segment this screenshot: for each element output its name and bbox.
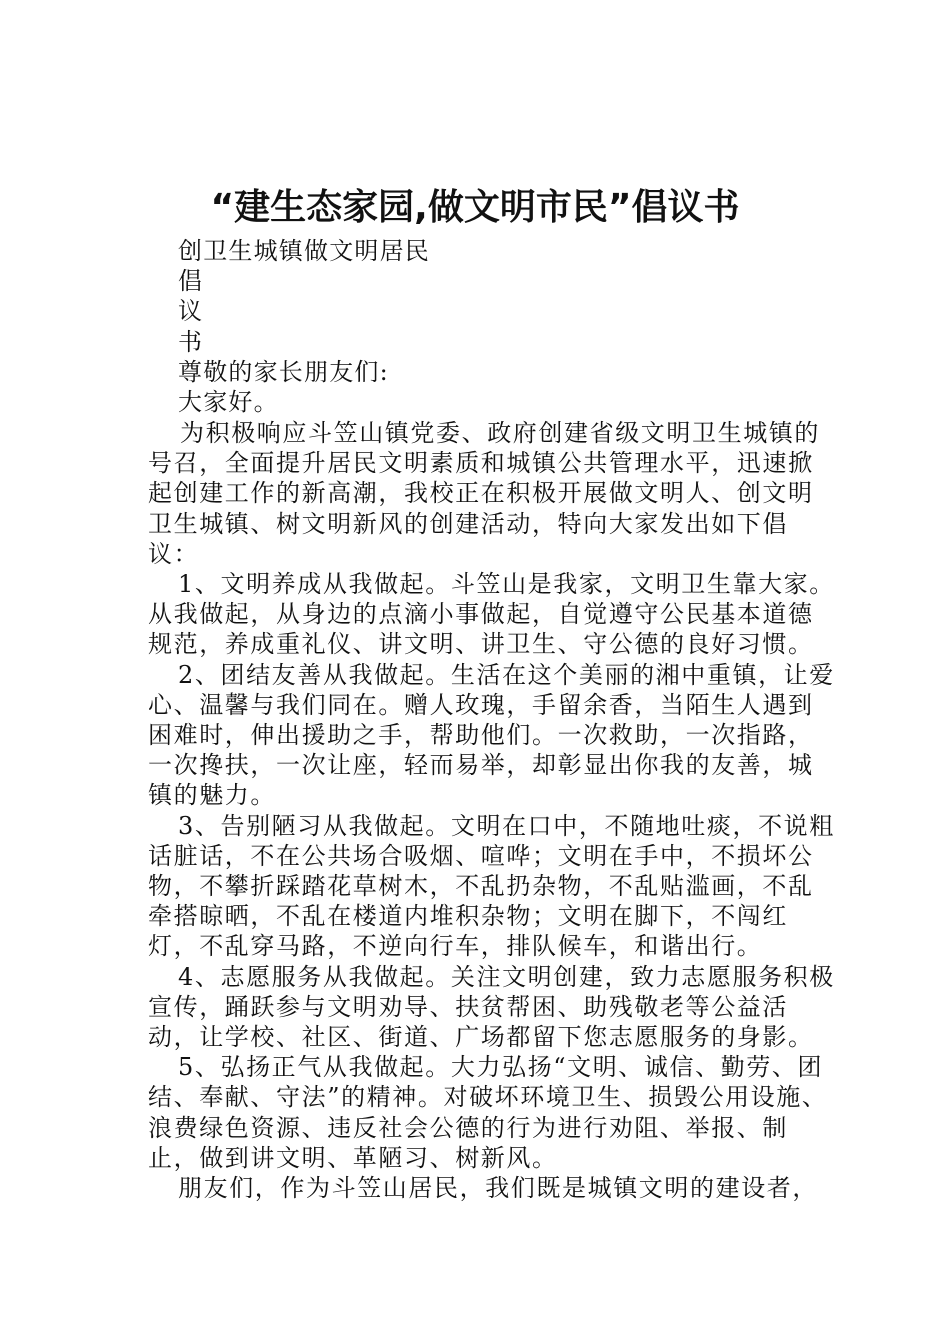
proposal-paragraph-2: 2、团结友善从我做起。生活在这个美丽的湘中重镇，让爱心、温馨与我们同在。赠人玫瑰，手留余香，当陌生人遇到困难时，伸出援助之手，帮助他们。一次救助，一次指路，一次搀扶，一次让座，轻而易举，却彰显出你我的友善，城镇的魅力。	[148, 660, 835, 810]
intro-paragraph: 为积极响应斗笠山镇党委、政府创建省级文明卫生城镇的号召，全面提升居民文明素质和城镇公共管理水平，迅速掀起创建工作的新高潮，我校正在积极开展做文明人、创文明卫生城镇、树文明新风的创建活动，特向大家发出如下倡议：	[148, 419, 820, 568]
salutation-line: 尊敬的家长朋友们:	[178, 357, 389, 386]
document-body	[178, 236, 838, 417]
greeting-line: 大家好。	[178, 387, 279, 416]
proposal-paragraph-1: 1、文明养成从我做起。斗笠山是我家，文明卫生靠大家。从我做起，从身边的点滴小事做起，自觉遵守公民基本道德规范，养成重礼仪、讲文明、讲卫生、守公德的良好习惯。	[148, 570, 835, 659]
document-title: “建生态家园,做文明市民”倡议书	[210, 187, 740, 228]
proposal-paragraph-5: 5、弘扬正气从我做起。大力弘扬“文明、诚信、勤劳、团结、奉献、守法”的精神。对破坏环境卫生、损毁公用设施、浪费绿色资源、违反社会公德的行为进行劝阻、举报、制止，做到讲文明、革陋习、树新风。	[148, 1053, 828, 1172]
subtitle-line: 创卫生城镇做文明居民	[178, 237, 430, 265]
proposal-paragraph-3: 3、告别陋习从我做起。文明在口中，不随地吐痰，不说粗话脏话，不在公共场合吸烟、喧哗；文明在手中，不损坏公物，不攀折踩踏花草树木，不乱扔杂物，不乱贴滥画，不乱牵搭晾晒，不乱在楼道内堆积杂物；文明在脚下，不闯红灯，不乱穿马路，不逆向行车，排队候车，和谐出行。	[148, 811, 835, 961]
subtitle-char-line: 倡	[178, 267, 204, 296]
subtitle-char-line: 书	[178, 327, 204, 356]
subtitle-char-line: 议	[178, 297, 204, 326]
closing-paragraph: 朋友们，作为斗笠山居民，我们既是城镇文明的建设者，	[178, 1174, 818, 1203]
document-paragraphs	[148, 418, 838, 1203]
proposal-paragraph-4: 4、志愿服务从我做起。关注文明创建，致力志愿服务积极宣传，踊跃参与文明劝导、扶贫帮困、助残敬老等公益活动，让学校、社区、街道、广场都留下您志愿服务的身影。	[148, 962, 835, 1052]
